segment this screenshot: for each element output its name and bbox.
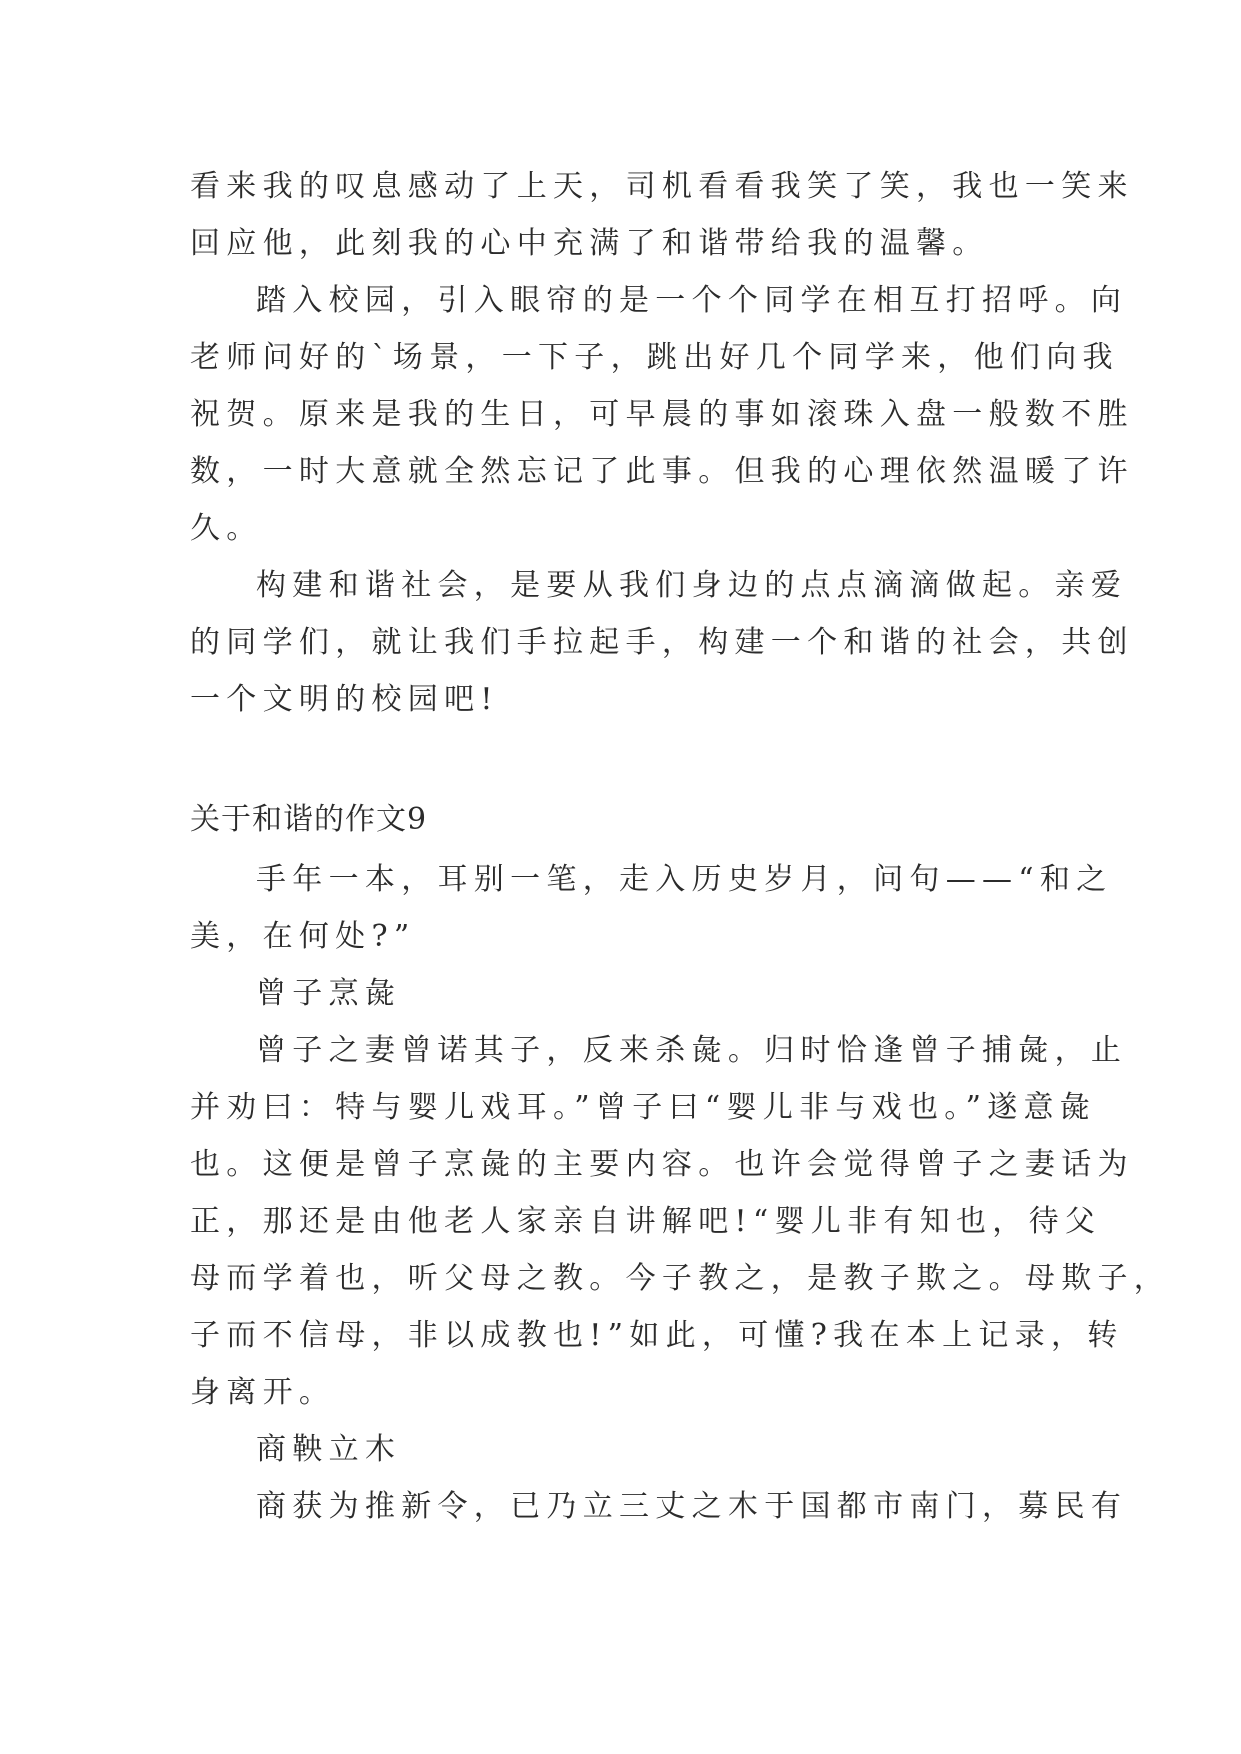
subheading: 曾子烹彘 <box>256 976 402 1011</box>
paragraph-first-line: 踏入校园，引入眼帘的是一个个同学在相互打招呼。向 <box>256 283 1128 318</box>
text-line: 回应他，此刻我的心中充满了和谐带给我的温馨。 <box>190 226 989 261</box>
subheading: 商鞅立木 <box>256 1432 402 1467</box>
text-line: 久。 <box>190 511 263 546</box>
section-heading: 关于和谐的作文9 <box>190 802 428 837</box>
text-line: 子而不信母，非以成教也!”如此，可懂?我在本上记录，转 <box>190 1318 1124 1353</box>
text-line: 老师问好的`场景，一下子，跳出好几个同学来，他们向我 <box>190 340 1119 375</box>
paragraph-first-line: 曾子之妻曾诺其子，反来杀彘。归时恰逢曾子捕彘，止 <box>256 1033 1128 1068</box>
text-line: 数，一时大意就全然忘记了此事。但我的心理依然温暖了许 <box>190 454 1134 489</box>
paragraph-first-line: 构建和谐社会，是要从我们身边的点点滴滴做起。亲爱 <box>256 568 1128 603</box>
text-line: 美，在何处?” <box>190 919 416 954</box>
text-line: 母而学着也，听父母之教。今子教之，是教子欺之。母欺子， <box>190 1261 1171 1296</box>
text-line: 祝贺。原来是我的生日，可早晨的事如滚珠入盘一般数不胜 <box>190 397 1134 432</box>
text-line: 正，那还是由他老人家亲自讲解吧!“婴儿非有知也，待父 <box>190 1204 1102 1239</box>
text-line: 也。这便是曾子烹彘的主要内容。也许会觉得曾子之妻话为 <box>190 1147 1134 1182</box>
text-line: 看来我的叹息感动了上天，司机看看我笑了笑，我也一笑来 <box>190 169 1134 204</box>
text-line: 并劝曰：特与婴儿戏耳。”曾子曰“婴儿非与戏也。”遂意彘 <box>190 1090 1097 1125</box>
text-line: 的同学们，就让我们手拉起手，构建一个和谐的社会，共创 <box>190 625 1134 660</box>
paragraph-first-line: 商获为推新令，已乃立三丈之木于国都市南门，募民有 <box>256 1489 1128 1524</box>
text-line: 身离开。 <box>190 1375 336 1410</box>
paragraph-first-line: 手年一本，耳别一笔，走入历史岁月，问句——“和之 <box>256 862 1113 897</box>
text-line: 一个文明的校园吧! <box>190 682 499 717</box>
